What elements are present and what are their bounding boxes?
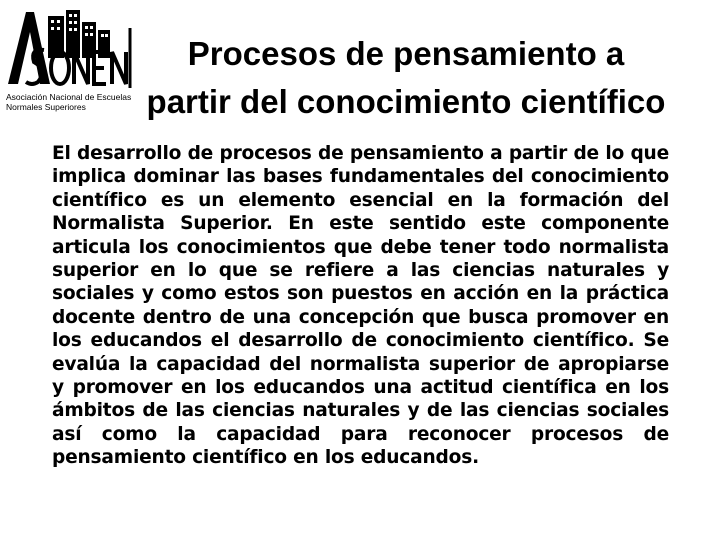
logo-caption-line2: Normales Superiores [6, 102, 86, 112]
slide-title [100, 30, 712, 126]
slide-title-line1: Procesos de pensamiento a [187, 35, 625, 72]
logo-caption-line1: Asociación Nacional de Escuelas [6, 92, 132, 102]
slide-title-line2: partir del conocimiento científico [146, 83, 666, 120]
slide-body-text: El desarrollo de procesos de pensamiento a partir de lo que implica dominar las bases fundamentales del conocimiento científico es un elemento esencial en la formación del Normalista Superior. En este sentido este componente articula los conocimientos que debe tener todo normalista superior en lo que se refiere a las ciencias naturales y sociales y como estos son puestos en acción en la práctica docente dentro de una concepción que busca promover en los educandos el desarrollo de conocimiento científico. Se evalúa la capacidad del normalista superior de apropiarse y promover en los educandos una actitud científica en los ámbitos de las ciencias naturales y de las ciencias sociales así como la capacidad para reconocer procesos de pensamiento científico en los educandos. [52, 143, 669, 469]
